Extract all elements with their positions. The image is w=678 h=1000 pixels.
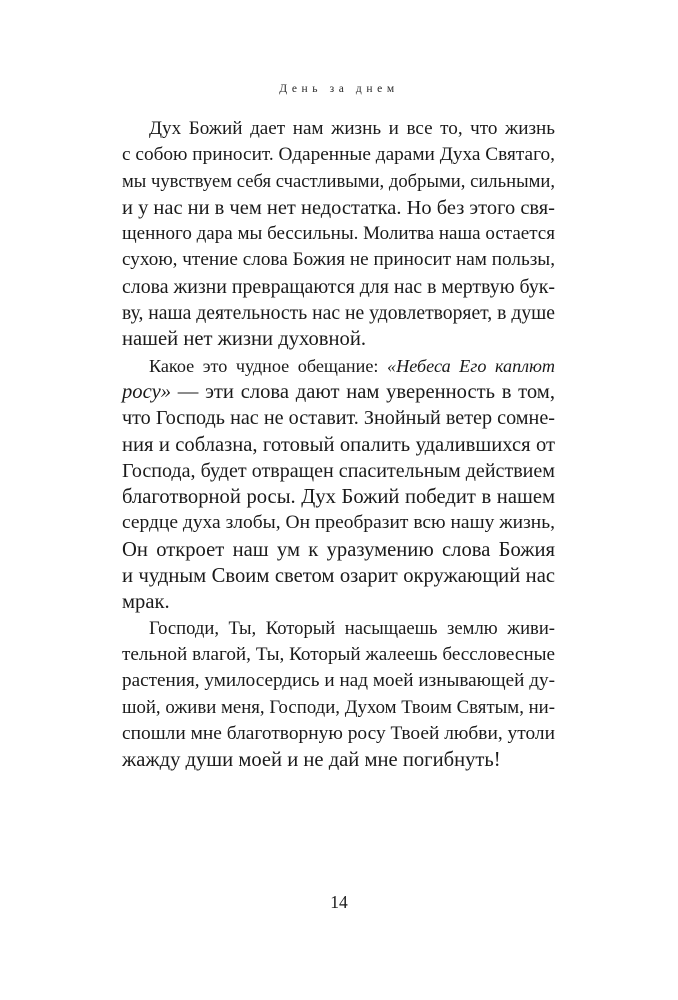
text-line: растения, умилосердись и над моей изнывающей ду- [122, 670, 555, 692]
text-line: Господи, Ты, Который насыщаешь землю живи- [149, 617, 555, 639]
running-header: День за днем [279, 83, 399, 95]
page-number: 14 [330, 892, 348, 912]
text-line: и у нас ни в чем нет недостатка. Но без этого свя- [122, 196, 555, 219]
body-text [122, 116, 555, 773]
scripture-quote: «Небеса Его каплют [387, 355, 556, 376]
text-line: благотворной росы. Дух Божий победит в нашем [122, 486, 555, 509]
scripture-quote: росу» [122, 380, 172, 403]
text-line: ву, наша деятельность нас не удовлетворяет, в душе [122, 302, 555, 325]
text-line: Он откроет наш ум к уразумению слова Божия [122, 538, 555, 561]
text-line [122, 379, 555, 405]
text-line: тельной влагой, Ты, Который жалеешь бессловесные [122, 643, 555, 665]
text-line: мы чувствуем себя счастливыми, добрыми, сильными, [122, 170, 555, 192]
text-line: нашей нет жизни духовной. [122, 328, 367, 351]
text-line: сухою, чтение слова Божия не приносит нам пользы, [122, 249, 555, 271]
paragraph-2 [122, 353, 555, 616]
text-line [122, 353, 555, 379]
text-line: щенного дара мы бессильны. Молитва наша остается [122, 223, 555, 245]
text-run: — эти слова дают нам уверенность в том, [171, 380, 555, 403]
text-line: с собою приносит. Одаренные дарами Духа Святаго, [122, 144, 555, 166]
text-line: что Господь нас не оставит. Знойный ветер сомне- [122, 407, 555, 430]
text-line: Господа, будет отвращен спасительным действием [122, 459, 555, 482]
text-line: ния и соблазна, готовый опалить удалившихся от [122, 433, 555, 456]
text-run: Какое это чудное обещание: [149, 355, 388, 376]
text-line: шой, оживи меня, Господи, Духом Твоим Святым, ни- [122, 696, 555, 718]
text-line: мрак. [122, 591, 170, 614]
text-line: и чудным Своим светом озарит окружающий нас [122, 565, 555, 588]
text-line: сердце духа злобы, Он преобразит всю нашу жизнь, [122, 512, 555, 534]
text-line: слова жизни превращаются для нас в мертвую бук- [122, 275, 555, 298]
paragraph-1 [122, 116, 555, 353]
text-line: спошли мне благотворную росу Твоей любви, утоли [122, 722, 555, 744]
text-line: Дух Божий дает нам жизнь и все то, что жизнь [149, 118, 555, 139]
paragraph-3 [122, 616, 555, 774]
text-line: жажду души моей и не дай мне погибнуть! [122, 749, 501, 772]
